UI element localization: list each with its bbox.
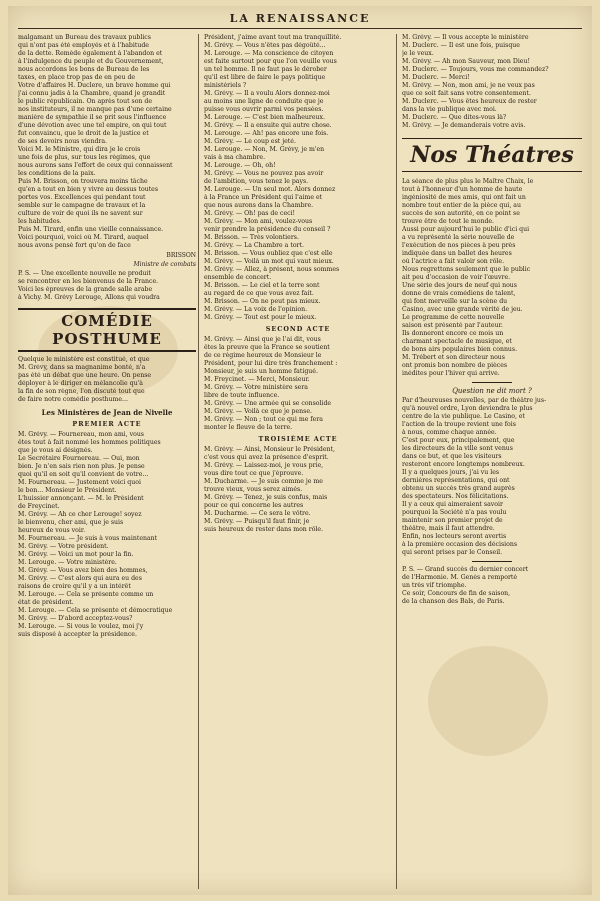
- text-line: suis heureux de rester dans mon rôle.: [204, 526, 324, 533]
- column-divider: [198, 34, 199, 889]
- text-line: manière de sympathie il se prit sous l'influence: [18, 114, 167, 121]
- text-line: Une série des jours de neuf qui nous: [402, 282, 517, 289]
- text-line: êtes la preuve que la France se soutient: [204, 344, 330, 351]
- text-line: je le veux.: [402, 50, 434, 57]
- dialogue: [204, 336, 392, 432]
- text-line: P. S. — Grand succès du dernier concert: [402, 566, 529, 573]
- text-line: M. Grévy. — Ah ce cher Lerouge! soyez: [18, 511, 142, 518]
- text-line: M. Lerouge. — Un seul mot. Alors donnez: [204, 186, 336, 193]
- text-line: M. Grévy. — Voilà ce que je pense.: [204, 408, 312, 415]
- act-heading: PREMIER ACTE: [72, 420, 142, 428]
- divider: [472, 382, 512, 383]
- text-line: M. Fournereau. — Je suis à vous maintenant: [18, 535, 158, 542]
- text-line: de ce régime heureux de Monsieur le: [204, 352, 322, 359]
- text-line: qu'il est libre de faire le pays politique: [204, 74, 326, 81]
- text-line: de la dette. Remède également à l'abandon et: [18, 50, 163, 57]
- text-line: M. Grévy. — Il a ensuite qui autre chose.: [204, 122, 332, 129]
- text-line: pas été un débat que une heure. On pense: [18, 372, 152, 379]
- dialogue: [204, 446, 392, 534]
- text-line: M. Ducharme. — Ce sera le vôtre.: [204, 510, 311, 517]
- text-line: M. Grévy. — Non, mon ami, je ne veux pas: [402, 82, 535, 89]
- text-line: fut convaincu, que le droit de la justice et: [18, 130, 149, 137]
- text-line: M. Grévy. — Je demanderais votre avis.: [402, 122, 526, 129]
- text-line: des spectateurs. Nos félicitations.: [402, 493, 509, 500]
- text-line: trouve vieux, vous serez aimés.: [204, 486, 303, 493]
- text-line: M. Freycinet. — Merci, Monsieur.: [204, 376, 310, 383]
- text-line: Voici pourquoi, voici où M. Tirard, auquel: [18, 234, 149, 241]
- column-right: [402, 34, 582, 889]
- text-line: M. Lerouge. — Cela se présente et démocratique: [18, 607, 173, 614]
- text-line: libre de toute influence.: [204, 392, 280, 399]
- text-line: M. Lerouge. — Si vous le voulez, moi j'y: [18, 623, 144, 630]
- text-line: Enfin, nos lecteurs seront avertis: [402, 533, 507, 540]
- text-line: pour ce qui concerne les autres: [204, 502, 304, 509]
- text-line: la fin de son règne, l'on discuté tout que: [18, 388, 145, 395]
- text-line: monter le fleuve de la terre.: [204, 424, 293, 431]
- text-line: Président, pour lui dire très franchement :: [204, 360, 338, 367]
- text-line: qu'en a tout en bien y vivre au dessus toutes: [18, 186, 159, 193]
- text-line: inédites pour l'hiver qui arrive.: [402, 370, 500, 377]
- text-line: malgamant un Bureau des travaux publics: [18, 34, 151, 41]
- dialogue: [204, 34, 392, 186]
- text-line: succès de son autorité, en ce point se: [402, 210, 520, 217]
- text-line: le bienvenu, cher ami, que je suis: [18, 519, 124, 526]
- text-line: Il y a quelques jours, j'ai vu les: [402, 469, 500, 476]
- text-line: raisons de croire qu'il y a un intérêt: [18, 583, 131, 590]
- text-line: de l'ambition, vous tenez le pays.: [204, 178, 309, 185]
- text-line: le bon... Monsieur le Président.: [18, 487, 117, 494]
- column-left: [18, 34, 196, 889]
- text-line: à nous, comme chaque année.: [402, 429, 497, 436]
- text-line: une fois de plus, sur tous les régimes, que: [18, 154, 151, 161]
- text-line: Voici M. le Ministre, qui dira je le crois: [18, 146, 141, 153]
- text-line: qui font merveille sur la scène du: [402, 298, 508, 305]
- text-line: que nous aurons dans la Chambre.: [204, 202, 314, 209]
- postscript: [402, 566, 582, 606]
- text-line: le public républicain. On après tout son de: [18, 98, 153, 105]
- text-line: j'ai connu jadis à la Chambre, quand je grandit: [18, 90, 166, 97]
- text-line: un très vif triomphe.: [402, 582, 467, 589]
- text-line: M. Lerouge. — Non, M. Grévy, je m'en: [204, 146, 325, 153]
- text-line: ont promis bon nombre de pièces: [402, 362, 508, 369]
- text-line: état de président.: [18, 599, 74, 606]
- text-line: M. Grévy. — Une armée qui se consolide: [204, 400, 332, 407]
- text-line: C'est pour eux, principalement, que: [402, 437, 515, 444]
- masthead: LA RENAISSANCE: [229, 12, 371, 25]
- text-line: M. Grévy. — Vous avez bien des hommes,: [18, 567, 148, 574]
- text-line: M. Grévy. — La Chambre a tort.: [204, 242, 304, 249]
- text-line: de l'Harmonie. M. Genès a remporté: [402, 574, 518, 581]
- text-line: M. Grévy. — La voix de l'opinion.: [204, 306, 308, 313]
- text-line: nous aurons sans l'effort de ceux qui connaissent: [18, 162, 173, 169]
- text-line: taxes, en place trop pas de en peu de: [18, 74, 136, 81]
- dialogue: [18, 431, 196, 639]
- text-line: M. Grévy. — Puisqu'il faut finir, je: [204, 518, 310, 525]
- text-line: puisse vous ouvrir parmi vos pensées.: [204, 106, 324, 113]
- text-line: de Freycinet.: [18, 503, 60, 510]
- text-line: qui n'ont pas été employés et à l'habitude: [18, 42, 149, 49]
- text-line: nombre tout entier de la pièce qui, au: [402, 202, 521, 209]
- dialogue: [402, 34, 582, 130]
- text-line: qui seront prises par le Conseil.: [402, 549, 503, 556]
- sub-title: Question ne dit mort ?: [452, 387, 532, 395]
- text-line: M. Brisson. — Très volontiers.: [204, 234, 299, 241]
- text-line: êtes tout à fait nommé les hommes politiques: [18, 439, 161, 446]
- text-line: M. Duclerc. — Il est une fois, puisque: [402, 42, 520, 49]
- text-line: théâtre, mais il faut attendre.: [402, 525, 495, 532]
- text-line: c'est vous qui avez la présence d'esprit.: [204, 454, 329, 461]
- text-line: déployer à le diriger en mélancolie qu'à: [18, 380, 143, 387]
- text-line: M. Lerouge. — Ma conscience de citoyen: [204, 50, 334, 57]
- newspaper-page: [8, 6, 592, 895]
- text-line: Président, j'aime avant tout ma tranquillité.: [204, 34, 342, 41]
- text-line: portes vos. Excellences qui pendant tout: [18, 194, 146, 201]
- text-line: M. Brisson. — Vous oubliez que c'est elle: [204, 250, 333, 257]
- text-line: l'exécution de nos pièces à peu près: [402, 242, 516, 249]
- text-line: M. Lerouge. — Oh, oh!: [204, 162, 276, 169]
- text-line: saison est présenté par l'auteur.: [402, 322, 503, 329]
- text-line: Monsieur, je suis un homme fatigué.: [204, 368, 318, 375]
- theatres-title: Nos Théatres: [402, 138, 582, 172]
- act-heading: TROISIÈME ACTE: [258, 435, 338, 443]
- text-line: Voici les épreuves de la grande salle arabe: [18, 286, 153, 293]
- text-line: vais à ma chambre.: [204, 154, 266, 161]
- text-line: Aussi pour aujourd'hui le public d'ici qui: [402, 226, 530, 233]
- text-line: dans la vie publique avec moi.: [402, 106, 497, 113]
- text-line: Le programme de cette nouvelle: [402, 314, 505, 321]
- text-line: M. Ducharme. — Je suis comme je me: [204, 478, 323, 485]
- text-line: La séance de plus plus le Maître Chaix, le: [402, 178, 534, 185]
- text-line: pourquoi la Société n'a pas voulu: [402, 509, 507, 516]
- text-line: Par d'heureuses nouvelles, par de théâtre jus-: [402, 397, 547, 404]
- article-body: [402, 397, 582, 557]
- text-line: qu'à nouvel ordre, Lyon deviendra le plus: [402, 405, 533, 412]
- text-line: ensemble de concert.: [204, 274, 272, 281]
- text-line: M. Trébert et son directeur nous: [402, 354, 505, 361]
- text-line: nous accordons les bons de Bureau de les: [18, 66, 150, 73]
- text-line: d'une dévotion avec une tel empire, on qui tout: [18, 122, 167, 129]
- text-line: de bons airs populaires bien connus.: [402, 346, 518, 353]
- text-line: M. Grévy. — Ah mon Sauveur, mon Dieu!: [402, 58, 530, 65]
- text-line: Quelque le ministère est constitué, et que: [18, 356, 150, 363]
- text-line: Le Secrétaire Fournereau. — Oui, mon: [18, 455, 140, 462]
- text-line: maintenir son premier projet de: [402, 517, 503, 524]
- text-line: ait peu d'occasion de voir l'œuvre.: [402, 274, 511, 281]
- text-line: M. Grévy. — Le coup est jeté.: [204, 138, 296, 145]
- text-line: heureux de vous voir.: [18, 527, 86, 534]
- text-line: M. Brisson. — On ne peut pas mieux.: [204, 298, 321, 305]
- masthead-rule: [18, 28, 582, 29]
- text-line: bien. Je n'en sais rien non plus. Je pense: [18, 463, 145, 470]
- text-line: les conditions de la paix.: [18, 170, 96, 177]
- column-divider: [396, 34, 397, 889]
- text-line: donne de vrais comédiens de talent,: [402, 290, 516, 297]
- text-line: M. Grévy, dans sa magnanime bonté, n'a: [18, 364, 146, 371]
- text-line: au regard de ce que vous avez fait.: [204, 290, 314, 297]
- text-line: les directeurs de la ville sont venus: [402, 445, 513, 452]
- text-line: M. Grévy. — Mon ami, voulez-vous: [204, 218, 313, 225]
- text-line: M. Grévy. — Ainsi que je l'ai dit, vous: [204, 336, 321, 343]
- text-line: les habitudes.: [18, 218, 62, 225]
- text-line: M. Grévy. — Tout est pour le mieux.: [204, 314, 317, 321]
- text-line: M. Grévy. — Vous n'êtes pas dégoûté...: [204, 42, 326, 49]
- text-line: est faite surtout pour que l'on veuille vous: [204, 58, 337, 65]
- text-line: M. Grévy. — Tenez, je suis confus, mais: [204, 494, 328, 501]
- text-line: trouve être de tout le monde.: [402, 218, 495, 225]
- text-line: M. Grévy. — Non ; tout ce qui me fera: [204, 416, 323, 423]
- text-line: où l'actrice a fait valoir son rôle.: [402, 258, 505, 265]
- text-line: de faire notre comédie posthume...: [18, 396, 128, 403]
- text-line: M. Grévy. — Vous ne pouvez pas avoir: [204, 170, 324, 177]
- text-line: M. Lerouge. — Ah! pas encore une fois.: [204, 130, 329, 137]
- text-line: à la France un Président qui l'aime et: [204, 194, 323, 201]
- act-heading: SECOND ACTE: [265, 325, 331, 333]
- signature-role: Ministre de combats: [133, 261, 196, 268]
- sub-title: Les Ministères de Jean de Nivelle: [41, 408, 173, 417]
- text-line: centre de la vie publique. Le Casino, et: [402, 413, 526, 420]
- text-line: M. Grévy. — Allez, à présent, nous sommes: [204, 266, 340, 273]
- text-line: Nous regrettons seulement que le public: [402, 266, 531, 273]
- text-line: M. Grévy. — Votre président.: [18, 543, 109, 550]
- text-line: dans ce but, et que les visiteurs: [402, 453, 502, 460]
- section-title: COMÉDIE POSTHUME: [18, 308, 196, 352]
- text-line: M. Grévy. — Oh! pas de ceci!: [204, 210, 296, 217]
- text-line: à la première occasion des décisions: [402, 541, 518, 548]
- text-line: quoi qu'il en soit qu'il convient de votre...: [18, 471, 149, 478]
- text-line: indiquée dans un ballet des heures: [402, 250, 512, 257]
- text-line: que ce soit fait sans votre consentement.: [402, 90, 531, 97]
- text-line: Casino, avec une grande vérité de jeu.: [402, 306, 523, 313]
- text-line: Ce soir, Concours de fin de saison,: [402, 590, 511, 597]
- signature-name: BRISSON: [166, 252, 196, 259]
- text-line: Puis M. Tirard, enfin une vieille connaissance.: [18, 226, 164, 233]
- postscript: [18, 270, 196, 302]
- text-line: M. Grévy. — Laissez-moi, je vous prie,: [204, 462, 324, 469]
- dialogue: [204, 186, 392, 322]
- text-line: M. Grévy. — C'est alors qui aura eu des: [18, 575, 142, 582]
- text-line: nous avons pensé fort qu'on de face: [18, 242, 131, 249]
- text-line: L'huissier annonçant. — M. le Président: [18, 495, 144, 502]
- text-line: que je vous ai désignés.: [18, 447, 93, 454]
- text-line: se rencontrer en les bienvenus de la France.: [18, 278, 159, 285]
- text-line: M. Lerouge. — C'est bien malheureux.: [204, 114, 325, 121]
- text-line: vous dire tout ce que j'éprouve.: [204, 470, 304, 477]
- text-line: M. Grévy. — D'abord acceptez-vous?: [18, 615, 133, 622]
- text-line: M. Grévy. — Votre ministère sera: [204, 384, 308, 391]
- text-line: Puis M. Brisson, on trouvera moins tâche: [18, 178, 148, 185]
- text-line: venir prendre la présidence du conseil ?: [204, 226, 331, 233]
- text-line: M. Grévy. — Il a voulu Alors donnez-moi: [204, 90, 330, 97]
- text-line: M. Grévy. — Ainsi, Monsieur le Président,: [204, 446, 335, 453]
- divider: [472, 561, 512, 562]
- text-line: l'action de la troupe revient une fois: [402, 421, 516, 428]
- text-line: Votre d'affaires H. Duclere, un brave homme qui: [18, 82, 171, 89]
- text-line: M. Duclerc. — Merci!: [402, 74, 470, 81]
- text-line: à Vichy. M. Grévy Lerouge, Allons qui voudra: [18, 294, 160, 301]
- article-body: [18, 34, 196, 250]
- text-line: M. Grévy. — Fournereau, mon ami, vous: [18, 431, 144, 438]
- text-line: M. Duclerc. — Toujours, vous me commandez?: [402, 66, 549, 73]
- text-line: dernières représentations, qui ont: [402, 477, 510, 484]
- text-line: M. Lerouge. — Votre ministère.: [18, 559, 117, 566]
- text-line: M. Brisson. — Le ciel et la terre sont: [204, 282, 320, 289]
- text-line: M. Fournereau. — Justement voici quoi: [18, 479, 141, 486]
- text-line: M. Lerouge. — Cela se présente comme un: [18, 591, 154, 598]
- text-line: de la chanson des Bals, de Paris.: [402, 598, 505, 605]
- text-line: Il y a ceux qui aimeraient savoir: [402, 501, 503, 508]
- section-intro: [18, 356, 196, 404]
- text-line: tout à l'honneur d'un homme de haute: [402, 186, 523, 193]
- text-line: M. Grévy. — Il vous accepte le ministère: [402, 34, 529, 41]
- text-line: M. Duclerc. — Vous êtes heureux de rester: [402, 98, 537, 105]
- text-line: de ses devoirs nous viendra.: [18, 138, 108, 145]
- text-line: Ils donneront encore ce mois un: [402, 330, 504, 337]
- text-line: M. Duclerc. — Que dites-vous là?: [402, 114, 507, 121]
- text-line: ingéniosité de mes amis, qui ont fait un: [402, 194, 526, 201]
- text-line: a vu représenté la série nouvelle de: [402, 234, 515, 241]
- text-line: M. Grévy. — Voilà un mot qui vaut mieux.: [204, 258, 334, 265]
- text-line: charmant spectacle de musique, et: [402, 338, 512, 345]
- text-line: M. Grévy. — Voici un mot pour la fin.: [18, 551, 134, 558]
- text-line: ministériels ?: [204, 82, 247, 89]
- text-line: resteront encore longtemps nombreux.: [402, 461, 525, 468]
- text-line: culture de voir de quoi ils ne savent sur: [18, 210, 143, 217]
- text-line: P. S. — Une excellente nouvelle ne produit: [18, 270, 151, 277]
- text-line: semble sur le campagne de travaux et la: [18, 202, 146, 209]
- text-line: obtenu un succès très grand auprès: [402, 485, 515, 492]
- text-line: au moins une ligne de conduite que je: [204, 98, 324, 105]
- article-body: [402, 178, 582, 378]
- text-line: un tel homme. Il ne faut pas le dérober: [204, 66, 327, 73]
- text-line: nos instituteurs, il ne manque pas d'une certaine: [18, 106, 172, 113]
- column-middle: [204, 34, 392, 889]
- text-line: suis disposé à accepter la présidence.: [18, 631, 137, 638]
- text-line: à l'indulgence du peuple et du Gouvernement,: [18, 58, 164, 65]
